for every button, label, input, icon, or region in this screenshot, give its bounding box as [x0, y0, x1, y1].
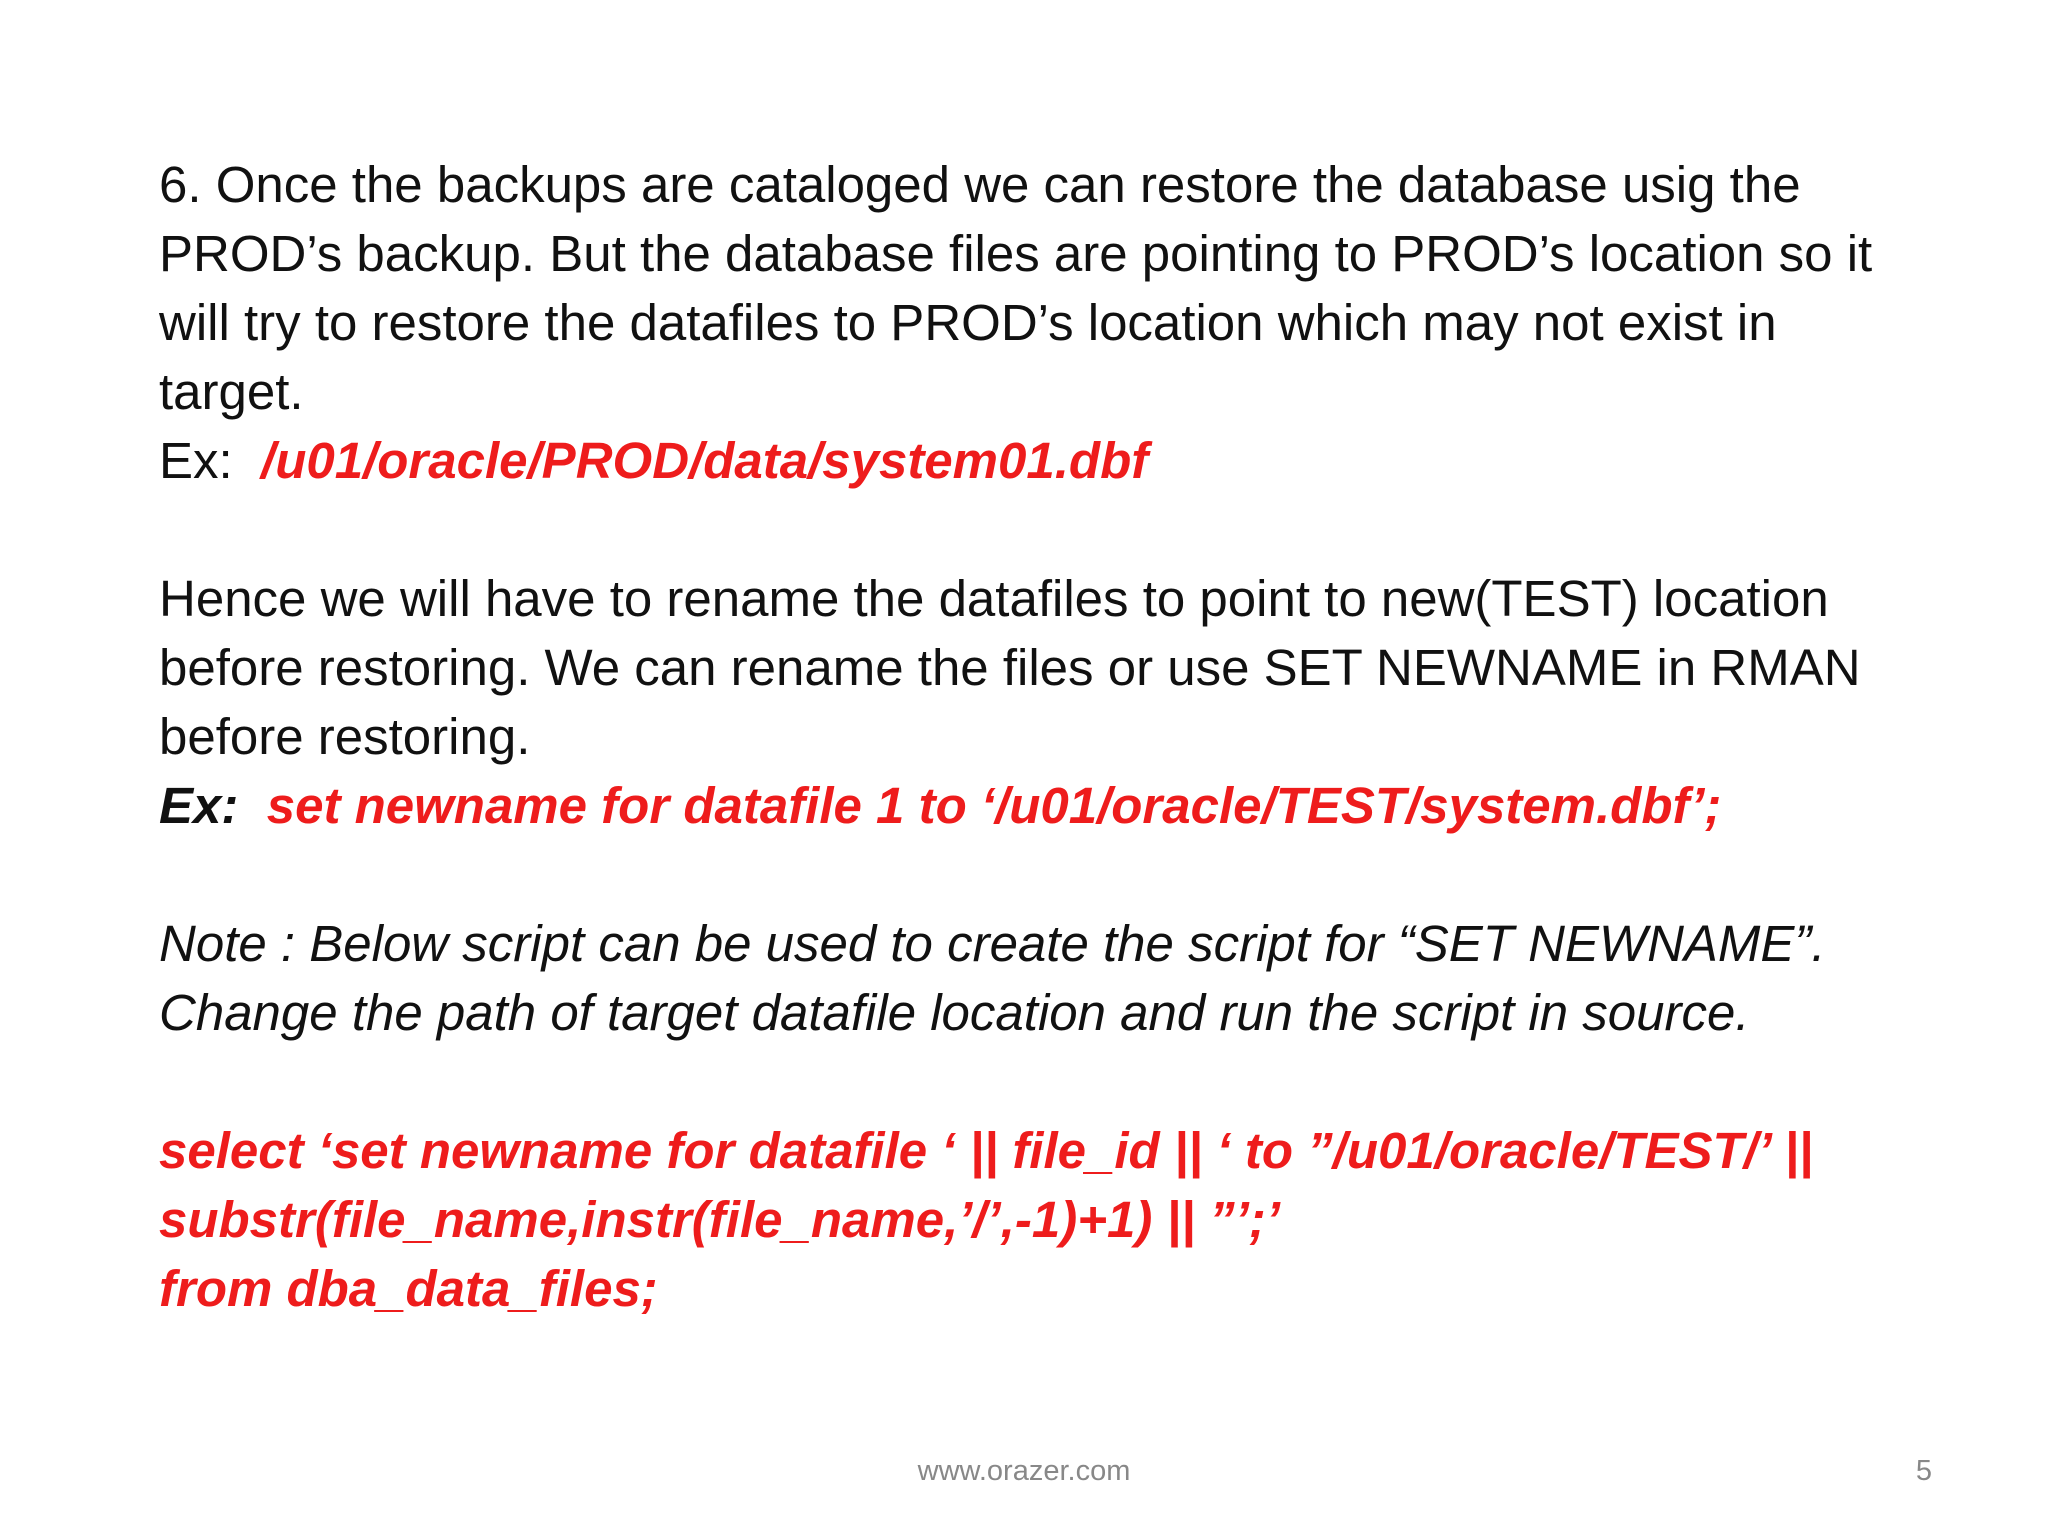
page-number: 5 [1915, 1455, 1932, 1487]
paragraph2-line2: before restoring. We can rename the files or use SET NEWNAME in RMAN [159, 639, 1861, 696]
slide-content [159, 150, 1919, 1323]
script-line1: select ‘set newname for datafile ‘ || file_id || ‘ to ”/u01/oracle/TEST/’ || [159, 1122, 1813, 1179]
example2-prefix: Ex: [159, 777, 239, 834]
note-line1: Note : Below script can be used to create the script for “SET NEWNAME”. [159, 915, 1826, 972]
spacer [159, 1047, 1919, 1116]
script-line3: from dba_data_files; [159, 1260, 658, 1317]
note-line2: Change the path of target datafile location and run the script in source. [159, 984, 1750, 1041]
paragraph1-line2: PROD’s backup. But the database files are pointing to PROD’s location so it [159, 225, 1873, 282]
spacer [159, 840, 1919, 909]
example2-line [159, 771, 1919, 840]
example1-line [159, 426, 1919, 495]
example2-command: set newname for datafile 1 to ‘/u01/oracle/TEST/system.dbf’; [266, 777, 1722, 834]
paragraph1-line1: 6. Once the backups are cataloged we can restore the database usig the [159, 156, 1801, 213]
paragraph2-line3: before restoring. [159, 708, 531, 765]
paragraph2-line1: Hence we will have to rename the datafiles to point to new(TEST) location [159, 570, 1829, 627]
paragraph1-line3: will try to restore the datafiles to PROD’s location which may not exist in [159, 294, 1777, 351]
spacer [159, 495, 1919, 564]
example1-prefix: Ex: [159, 432, 233, 489]
script-line2: substr(file_name,instr(file_name,’/’,-1)+1) || ”’;’ [159, 1191, 1281, 1248]
example1-path: /u01/oracle/PROD/data/system01.dbf [261, 432, 1149, 489]
footer-url: www.orazer.com [917, 1455, 1131, 1487]
paragraph1-line4: target. [159, 363, 304, 420]
